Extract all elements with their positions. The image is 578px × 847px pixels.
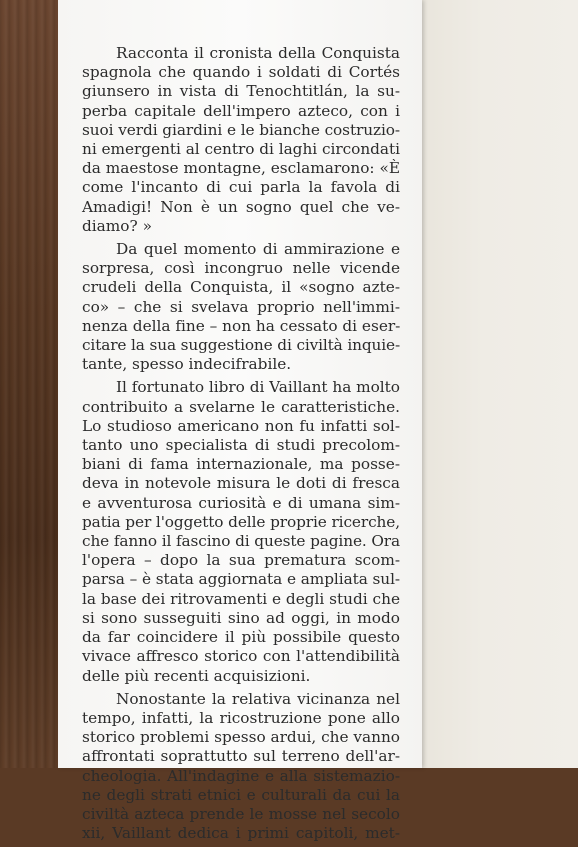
paragraph-4 xyxy=(82,690,400,844)
text-line: e avventurosa curiosità e di umana sim- xyxy=(82,493,400,512)
paragraph-1 xyxy=(82,44,400,236)
text-line: cheologia. All'indagine e alla sistemazio- xyxy=(82,766,400,785)
text-line: da far coincidere il più possibile questo xyxy=(82,628,400,647)
wooden-table-surface xyxy=(0,0,60,768)
text-line: tanto uno specialista di studi precolom- xyxy=(82,436,400,455)
text-line: perba capitale dell'impero azteco, con i xyxy=(82,101,400,120)
text-line: l'opera – dopo la sua prematura scom- xyxy=(82,551,400,570)
text-line: Il fortunato libro di Vaillant ha molto xyxy=(116,378,400,397)
text-line: delle più recenti acquisizioni. xyxy=(82,666,311,685)
flap-text xyxy=(82,44,400,847)
text-line: Amadigi! Non è un sogno quel che ve- xyxy=(82,197,400,216)
text-line: tempo, infatti, la ricostruzione pone allo xyxy=(82,708,400,727)
text-line: xii, Vaillant dedica i primi capitoli, met- xyxy=(82,824,400,843)
text-line: civiltà azteca prende le mosse nel secolo xyxy=(82,804,400,823)
text-line: Lo studioso americano non fu infatti sol- xyxy=(82,416,400,435)
text-line: crudeli della Conquista, il «sogno azte- xyxy=(82,278,400,297)
text-line: che fanno il fascino di queste pagine. Ora xyxy=(82,532,400,551)
paragraph-2 xyxy=(82,240,400,374)
text-line: storico problemi spesso ardui, che vanno xyxy=(82,728,400,747)
text-line: da maestose montagne, esclamarono: «È xyxy=(82,159,400,178)
text-line: spagnola che quando i soldati di Cortés xyxy=(82,63,400,82)
text-line: come l'incanto di cui parla la favola di xyxy=(82,178,400,197)
text-line: si sono susseguiti sino ad oggi, in modo xyxy=(82,608,400,627)
text-line: Racconta il cronista della Conquista xyxy=(116,44,400,62)
text-line: sorpresa, così incongruo nelle vicende xyxy=(82,259,400,278)
text-line: ni emergenti al centro di laghi circondati xyxy=(82,140,400,159)
text-line: co» – che si svelava proprio nell'immi- xyxy=(82,297,400,316)
text-line: ne degli strati etnici e culturali da cui la xyxy=(82,785,400,804)
text-line: suoi verdi giardini e le bianche costruzio- xyxy=(82,120,400,139)
text-line: patia per l'oggetto delle proprie ricerche, xyxy=(82,512,400,531)
text-line: tante, spesso indecifrabile. xyxy=(82,355,292,374)
text-line: Nonostante la relativa vicinanza nel xyxy=(116,689,400,708)
book-cover-background xyxy=(420,0,578,768)
text-line: Da quel momento di ammirazione e xyxy=(116,240,400,259)
text-line: vivace affresco storico con l'attendibilità xyxy=(82,647,400,666)
paragraph-3 xyxy=(82,378,400,685)
text-line: nenza della fine – non ha cessato di eser- xyxy=(82,316,401,335)
text-line: deva in notevole misura le doti di fresca xyxy=(82,474,400,493)
text-line: diamo? » xyxy=(82,216,152,235)
text-line: biani di fama internazionale, ma posse- xyxy=(82,455,400,474)
text-line: giunsero in vista di Tenochtitlán, la su- xyxy=(82,82,400,101)
text-line: parsa – è stata aggiornata e ampliata sul- xyxy=(82,570,400,589)
text-line: affrontati soprattutto sul terreno dell'ar- xyxy=(82,747,400,766)
text-line: la base dei ritrovamenti e degli studi che xyxy=(82,589,400,608)
text-line: citare la sua suggestione di civiltà inquie- xyxy=(82,336,400,355)
text-line: contribuito a svelarne le caratteristiche. xyxy=(82,397,400,416)
